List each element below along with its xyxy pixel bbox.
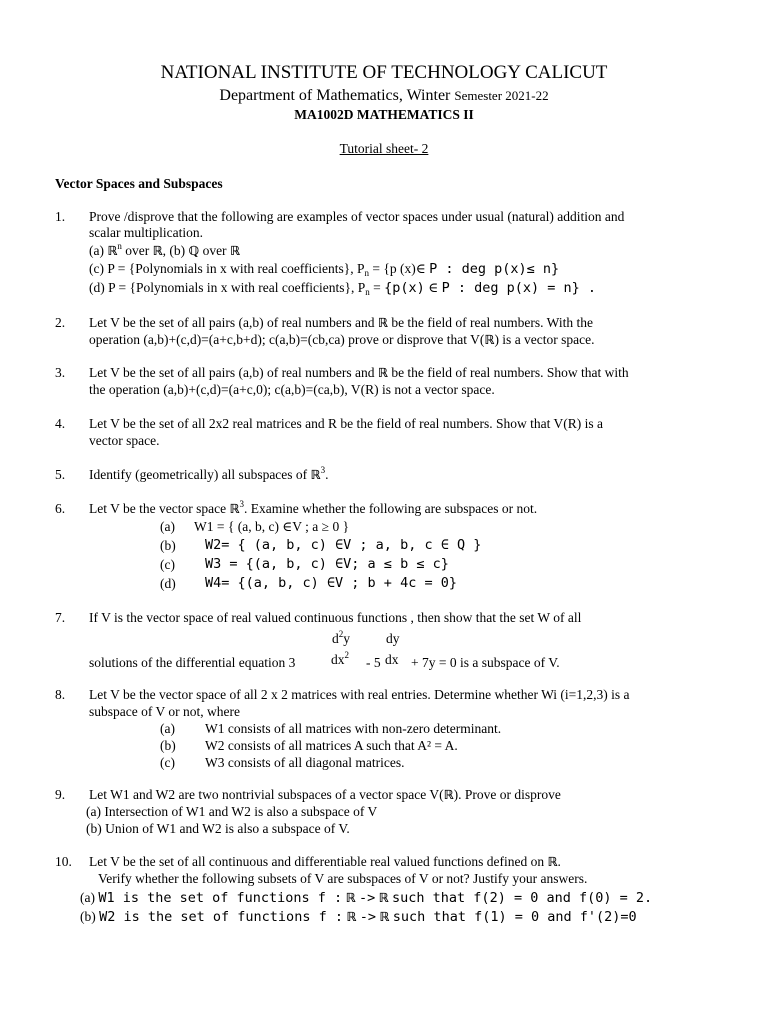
q10-number: 10. bbox=[55, 854, 72, 869]
q10-a-label: (a) bbox=[80, 890, 95, 905]
q10-line2: Verify whether the following subsets of V are subspaces of V or not? Justify your answers. bbox=[98, 871, 588, 886]
q8-item-text: W1 consists of all matrices with non-zero determinant. bbox=[205, 721, 502, 736]
q5-text bbox=[89, 466, 328, 485]
q1-d-text: (d) P = {Polynomials in x with real coefficients}, P bbox=[89, 280, 366, 295]
q6-item-text: W4= {(a, b, c) ∈V ; b + 4c = 0} bbox=[205, 575, 457, 591]
q2-line2-end: ) is a vector space. bbox=[494, 332, 595, 347]
fraction-numerator-dy: dy bbox=[386, 631, 400, 646]
superscript-n: n bbox=[117, 241, 122, 251]
arrow-symbol: -> bbox=[359, 909, 377, 925]
q6-item-label: (c) bbox=[160, 557, 175, 572]
real-numbers-symbol: ℝ bbox=[547, 854, 558, 869]
q1-d-eq: = bbox=[373, 280, 381, 295]
q10-b-text-start: W2 is the set of functions f : bbox=[99, 909, 343, 925]
superscript-2: 2 bbox=[344, 650, 349, 660]
dx-symbol: dx bbox=[331, 652, 345, 667]
q5-statement: Identify (geometrically) all subspaces of bbox=[89, 467, 308, 482]
real-numbers-symbol: ℝ bbox=[346, 909, 357, 924]
d-symbol: d bbox=[332, 631, 339, 646]
q10-a-text-start: W1 is the set of functions f : bbox=[98, 890, 343, 906]
q10-b-text-end: such that f(1) = 0 and f'(2)=0 bbox=[392, 909, 637, 925]
q2-line1-start: Let V be the set of all pairs (a,b) of real numbers and bbox=[89, 315, 375, 330]
q5-number: 5. bbox=[55, 467, 66, 482]
q1-number: 1. bbox=[55, 209, 66, 224]
q1-b-label: , (b) bbox=[162, 243, 186, 258]
real-numbers-symbol: ℝ bbox=[379, 909, 390, 924]
q8-item-label: (b) bbox=[160, 738, 176, 753]
tutorial-sheet-title: Tutorial sheet- 2 bbox=[339, 141, 429, 156]
q6-item-text: W1 = { (a, b, c) ∈V ; a ≥ 0 } bbox=[194, 519, 350, 534]
arrow-symbol: -> bbox=[358, 890, 376, 906]
q6-item-label: (a) bbox=[160, 519, 175, 534]
superscript-3: 3 bbox=[320, 465, 326, 475]
over-text: over bbox=[125, 243, 150, 258]
q2-line2-start: operation (a,b)+(c,d)=(a+c,b+d); c(a,b)=(cb,ca) prove or disprove that V( bbox=[89, 332, 485, 347]
q7-line1: If V is the vector space of real valued continuous functions , then show that the set W of all bbox=[89, 610, 582, 625]
q6-item-text: W3 = {(a, b, c) ∈V; a ≤ b ≤ c} bbox=[205, 556, 449, 572]
superscript-3: 3 bbox=[239, 499, 244, 509]
real-numbers-symbol: ℝ bbox=[310, 467, 321, 482]
real-numbers-symbol: ℝ bbox=[345, 890, 356, 905]
q1-c-eq: = {p (x) bbox=[372, 261, 416, 276]
q10-a-text-end: such that f(2) = 0 and f(0) = 2. bbox=[392, 890, 653, 906]
q3-line1-end: be the field of real numbers. Show that with bbox=[391, 365, 629, 380]
superscript-2: 2 bbox=[338, 629, 344, 639]
q2-line2 bbox=[89, 331, 595, 348]
q9-number: 9. bbox=[55, 787, 66, 802]
course-title: MA1002D MATHEMATICS II bbox=[294, 107, 474, 122]
q9-line1-end: ). Prove or disprove bbox=[453, 787, 561, 802]
q9-line1-start: Let W1 and W2 are two nontrivial subspaces of a vector space V( bbox=[89, 787, 444, 802]
q8-item-text: W3 consists of all diagonal matrices. bbox=[205, 755, 405, 770]
q8-line1: Let V be the vector space of all 2 x 2 matrices with real entries. Determine whether Wi (i=1,2,3) is a bbox=[89, 687, 630, 702]
q8-line2: subspace of V or not, where bbox=[89, 704, 240, 719]
q6-line1 bbox=[89, 500, 537, 519]
q3-line1 bbox=[89, 364, 629, 381]
q1-line2: scalar multiplication. bbox=[89, 225, 203, 240]
q6-line1-end: . Examine whether the following are subspaces or not. bbox=[243, 501, 538, 516]
q7-line2-end: + 7y = 0 is a subspace of V. bbox=[411, 655, 560, 670]
q9-line1 bbox=[89, 786, 561, 803]
department-line bbox=[0, 86, 768, 105]
subscript-n: n bbox=[364, 268, 370, 278]
q2-line1 bbox=[89, 314, 593, 331]
section-title: Vector Spaces and Subspaces bbox=[55, 176, 223, 191]
q8-number: 8. bbox=[55, 687, 66, 702]
element-of-symbol: ∈ bbox=[428, 280, 439, 295]
q3-line1-start: Let V be the set of all pairs (a,b) of real numbers and bbox=[89, 365, 375, 380]
q4-number: 4. bbox=[55, 416, 66, 431]
q10-line1-end: . bbox=[557, 854, 561, 869]
q1-a-label: (a) bbox=[89, 243, 104, 258]
semester-text: Semester 2021-22 bbox=[454, 88, 549, 103]
q3-line2: the operation (a,b)+(c,d)=(a+c,0); c(a,b)=(ca,b), V(R) is not a vector space. bbox=[89, 382, 495, 397]
q10-b-label: (b) bbox=[80, 909, 96, 924]
institute-title: NATIONAL INSTITUTE OF TECHNOLOGY CALICUT bbox=[160, 62, 608, 83]
fraction-numerator-d2y bbox=[332, 630, 350, 649]
q5-period: . bbox=[325, 467, 329, 482]
q1-c-text: (c) P = {Polynomials in x with real coefficients}, P bbox=[89, 261, 365, 276]
real-numbers-symbol: ℝ bbox=[377, 315, 388, 330]
element-of-symbol: ∈ bbox=[415, 261, 426, 276]
q6-item-label: (b) bbox=[160, 538, 176, 553]
q6-item-label: (d) bbox=[160, 576, 176, 591]
q10-part-a bbox=[80, 889, 652, 907]
y-symbol: y bbox=[343, 631, 350, 646]
q3-number: 3. bbox=[55, 365, 66, 380]
real-numbers-symbol: ℝ bbox=[484, 332, 495, 347]
fraction-denominator-dx2 bbox=[331, 651, 349, 670]
fraction-denominator-dx: dx bbox=[385, 652, 399, 667]
q8-item-label: (a) bbox=[160, 721, 175, 736]
real-numbers-symbol: ℝ bbox=[378, 890, 389, 905]
real-numbers-symbol: ℝ bbox=[107, 243, 118, 258]
q2-line1-end: be the field of real numbers. With the bbox=[391, 315, 593, 330]
q1-item-d bbox=[89, 279, 596, 298]
real-numbers-symbol: ℝ bbox=[152, 243, 163, 258]
q6-line1-start: Let V be the vector space bbox=[89, 501, 227, 516]
q1-c-set: P : deg p(x)≤ n} bbox=[429, 261, 560, 277]
real-numbers-symbol: ℝ bbox=[443, 787, 454, 802]
rational-numbers-symbol: ℚ bbox=[188, 243, 200, 258]
q1-item-ab bbox=[89, 242, 240, 261]
over-text: over bbox=[202, 243, 227, 258]
q4-line2: vector space. bbox=[89, 433, 160, 448]
q1-d-set-end: P : deg p(x) = n} . bbox=[441, 280, 596, 296]
q10-line1-start: Let V be the set of all continuous and differentiable real valued functions defined on bbox=[89, 854, 545, 869]
q9-part-b: (b) Union of W1 and W2 is also a subspace of V. bbox=[86, 821, 350, 836]
q8-item-text: W2 consists of all matrices A such that A² = A. bbox=[205, 738, 458, 753]
q10-part-b bbox=[80, 908, 637, 926]
department-name: Department of Mathematics, Winter bbox=[219, 87, 451, 104]
real-numbers-symbol: ℝ bbox=[377, 365, 388, 380]
q2-number: 2. bbox=[55, 315, 66, 330]
q10-line1 bbox=[89, 853, 561, 870]
q9-part-a: (a) Intersection of W1 and W2 is also a subspace of V bbox=[86, 804, 378, 819]
q1-line1: Prove /disprove that the following are examples of vector spaces under usual (natural) addition and bbox=[89, 209, 625, 224]
q1-d-set-start: {p(x) bbox=[384, 280, 425, 296]
q6-number: 6. bbox=[55, 501, 66, 516]
q4-line1: Let V be the set of all 2x2 real matrices and R be the field of real numbers. Show that V(R) is a bbox=[89, 416, 603, 431]
minus-five: - 5 bbox=[366, 655, 381, 670]
real-numbers-symbol: ℝ bbox=[229, 243, 240, 258]
q6-item-text: W2= { (a, b, c) ∈V ; a, b, c ∈ Q } bbox=[205, 537, 482, 553]
q7-line2-start: solutions of the differential equation 3 bbox=[89, 655, 296, 670]
q1-item-c bbox=[89, 260, 559, 279]
q8-item-label: (c) bbox=[160, 755, 175, 770]
real-numbers-symbol: ℝ bbox=[229, 501, 240, 516]
subscript-n: n bbox=[365, 287, 370, 297]
q7-number: 7. bbox=[55, 610, 66, 625]
